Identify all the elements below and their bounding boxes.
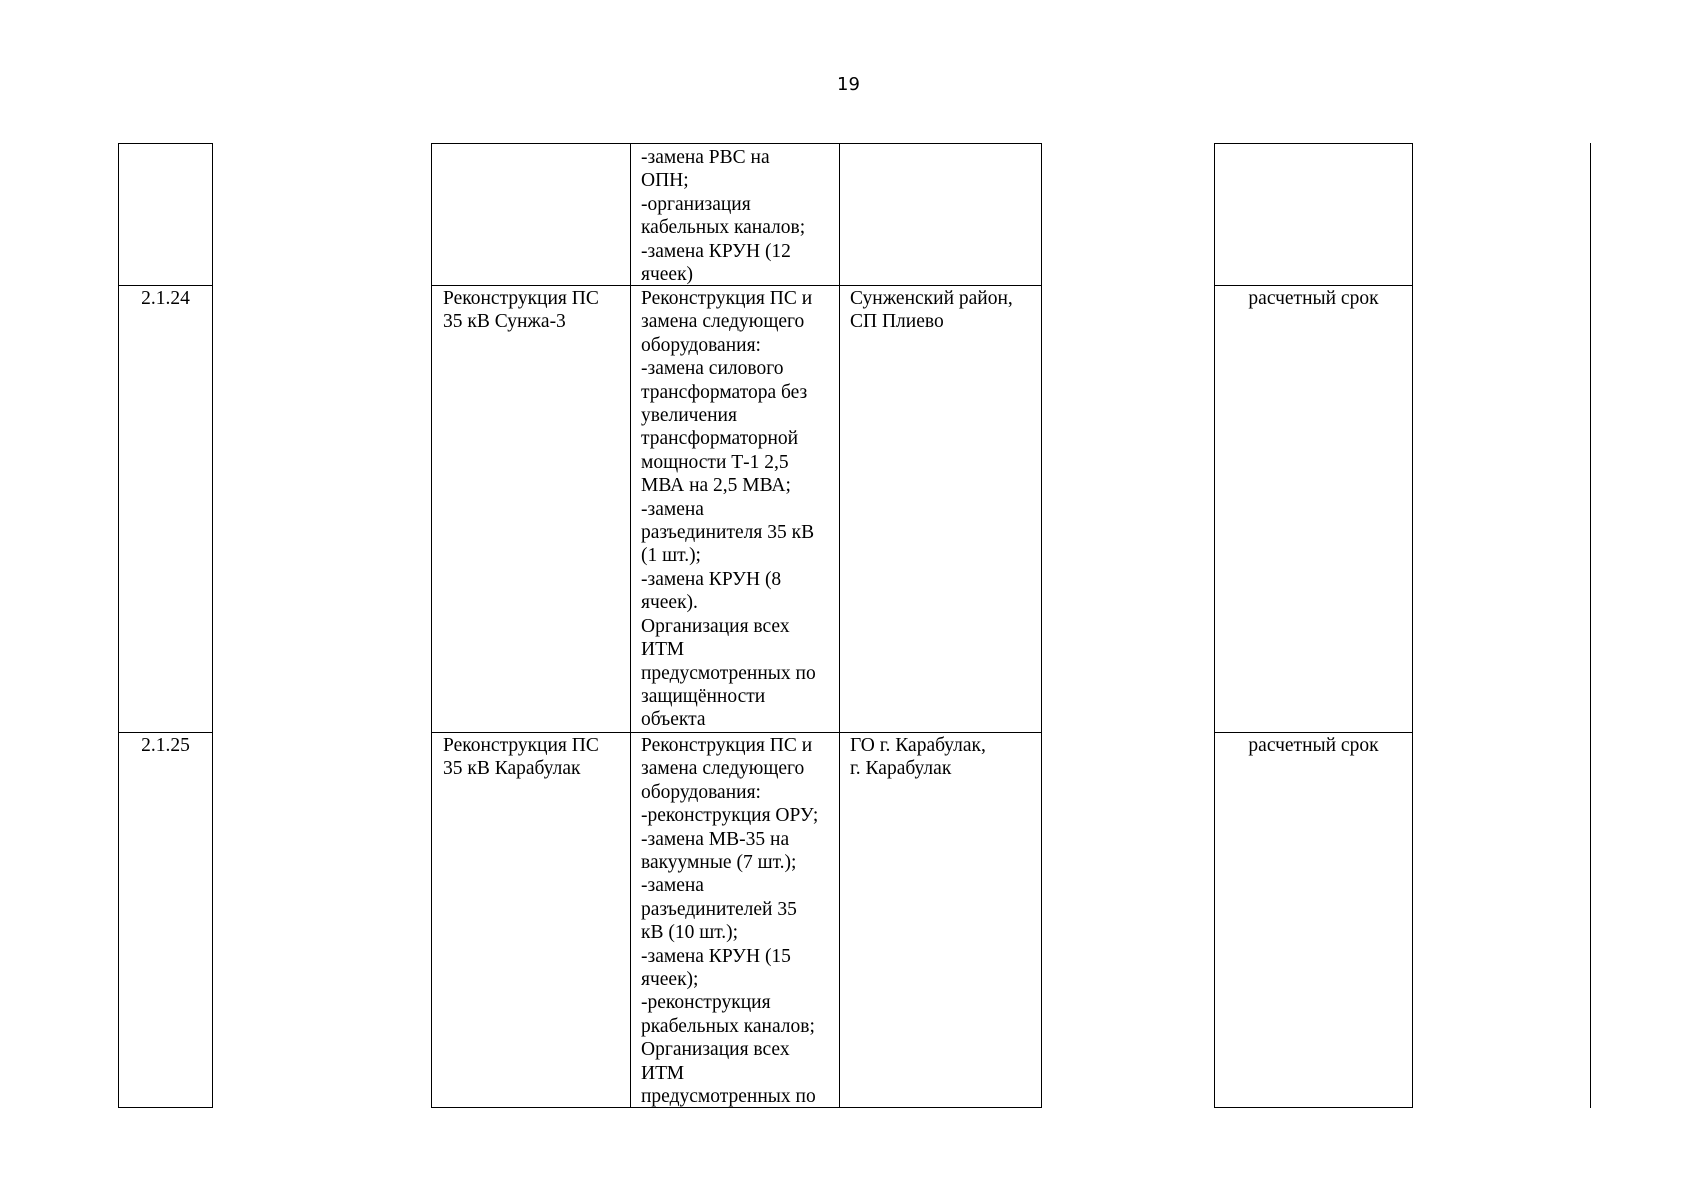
table-line	[118, 1107, 213, 1108]
table-cell-description: Реконструкция ПС и замена следующего оборудования: -замена силового трансформатора без увеличения трансформаторной мощности Т-1 2,5 МВА на 2,5 МВА; -замена разъединителя 35 кВ (1 шт.); -замена КРУН (8 ячеек). Организация всех ИТМ предусмотренных по защищённости объекта	[641, 288, 816, 731]
table-line	[431, 732, 1042, 733]
table-line	[1214, 1107, 1413, 1108]
table-line	[630, 143, 631, 1108]
table-cell-name: Реконструкция ПС 35 кВ Сунжа-3	[443, 288, 599, 333]
page-number: 19	[837, 74, 860, 95]
table-cell-number: 2.1.25	[141, 735, 190, 756]
table-line	[1041, 143, 1042, 1108]
table-cell-location: Сунженский район, СП Плиево	[850, 288, 1013, 333]
table-line	[118, 285, 213, 286]
table-line	[1214, 285, 1413, 286]
table-cell-term: расчетный срок	[1248, 735, 1379, 756]
table-cell-name: Реконструкция ПС 35 кВ Карабулак	[443, 735, 599, 780]
table-line	[431, 143, 432, 1108]
table-line	[431, 143, 1042, 144]
table-line	[118, 143, 213, 144]
table-line	[118, 732, 213, 733]
table-line	[1412, 143, 1413, 1108]
table-cell-description: Реконструкция ПС и замена следующего оборудования: -реконструкция ОРУ; -замена МВ-35 на вакуумные (7 шт.); -замена разъединителей 35 кВ (10 шт.); -замена КРУН (15 ячеек); -реконструкция ркабельных каналов; Организация всех ИТМ предусмотренных по	[641, 735, 819, 1108]
table-cell-description: -замена РВС на ОПН; -организация кабельных каналов; -замена КРУН (12 ячеек)	[641, 147, 806, 286]
table-line	[839, 143, 840, 1108]
table-cell-term: расчетный срок	[1248, 288, 1379, 309]
table-line	[212, 143, 213, 1108]
table-line	[1590, 143, 1591, 1108]
table-cell-location: ГО г. Карабулак, г. Карабулак	[850, 735, 986, 780]
table-cell-number: 2.1.24	[141, 288, 190, 309]
table-line	[1214, 732, 1413, 733]
table-line	[1214, 143, 1413, 144]
